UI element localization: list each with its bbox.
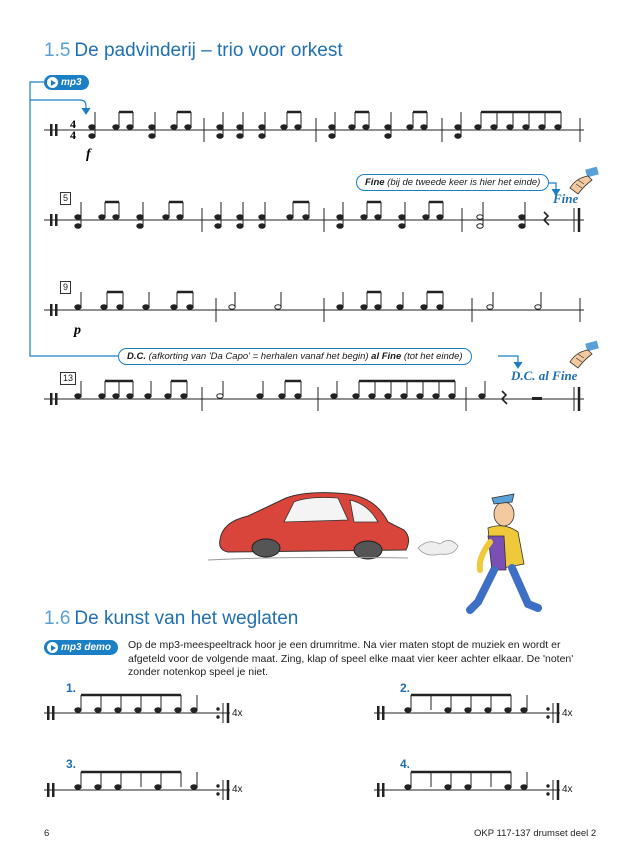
callout-dc-end-text: (tot het einde) — [401, 351, 463, 362]
measure-number-5: 5 — [60, 192, 71, 205]
dynamic-piano: p — [74, 323, 81, 338]
dc-al-fine-label: D.C. al Fine — [511, 368, 578, 383]
walking-boy-icon — [470, 494, 538, 610]
pointing-hand-icon-2 — [566, 340, 602, 370]
callout-dc-text: (afkorting van 'Da Capo' = herhalen vanaf het begin) — [146, 351, 372, 362]
section-title-text: De padvinderij – trio voor orkest — [74, 40, 343, 61]
callout-fine-bold: Fine — [365, 177, 385, 188]
staff-row-2 — [44, 208, 584, 248]
section-number: 1.5 — [44, 40, 71, 61]
time-sig-top: 4 — [70, 117, 76, 131]
play-icon-2 — [47, 642, 58, 653]
instructions-text: Op de mp3-meespeeltrack hoor je een drumritme. Na vier maten stopt de muziek en wordt er afgeteld voor de volgende maat. Zing, klap of speel elke maat vier keer achter elkaar. De 'noten' zonder notenkop speel je niet. — [128, 639, 574, 678]
measure-number-9: 9 — [60, 281, 71, 294]
mp3-demo-label: mp3 demo — [61, 642, 112, 653]
callout-fine-text: (bij de tweede keer is hier het einde) — [384, 177, 541, 188]
callout-fine — [356, 174, 549, 191]
exercise-label-3: 3. — [66, 757, 77, 771]
exercise-label-4: 4. — [400, 757, 411, 771]
measure-number-13: 13 — [60, 372, 76, 385]
car-icon — [208, 493, 458, 560]
callout-al-fine-bold: al Fine — [371, 351, 402, 362]
mp3-demo-play-button[interactable] — [44, 640, 118, 655]
fine-label: Fine — [553, 191, 579, 206]
section-number-2: 1.6 — [44, 608, 71, 629]
time-sig-bottom: 4 — [70, 128, 76, 142]
callout-dc — [118, 348, 472, 365]
repeat-count-2: 4x — [562, 708, 573, 719]
section-title-text-2: De kunst van het weglaten — [74, 608, 299, 629]
dynamic-forte: f — [86, 147, 91, 162]
section-title-1-6 — [44, 608, 298, 630]
car-and-boy-illustration — [208, 478, 548, 623]
callout-dc-bold: D.C. — [127, 351, 146, 362]
book-reference: OKP 117-137 drumset deel 2 — [474, 828, 597, 839]
exercise-label-2: 2. — [400, 681, 411, 695]
exercise-staff-1 — [44, 703, 234, 729]
exercise-staff-2 — [374, 703, 564, 729]
repeat-count-4: 4x — [562, 784, 573, 795]
exercise-staff-4 — [374, 780, 564, 806]
repeat-count-3: 4x — [232, 784, 243, 795]
staff-row-1 — [44, 118, 584, 162]
repeat-count-1: 4x — [232, 708, 243, 719]
mp3-label: mp3 — [61, 77, 82, 88]
exercise-label-1: 1. — [66, 681, 77, 695]
page-number: 6 — [44, 828, 50, 839]
staff-row-4 — [44, 387, 584, 427]
exercise-staff-3 — [44, 780, 234, 806]
staff-row-3 — [44, 298, 584, 342]
